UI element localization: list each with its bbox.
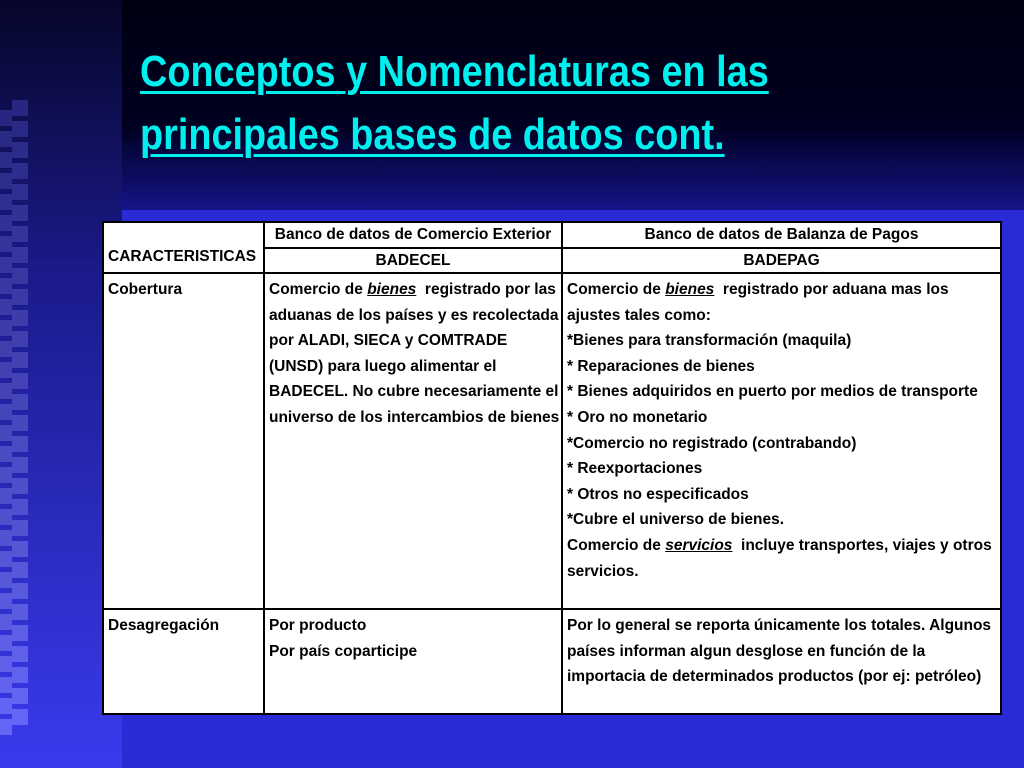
decorative-square <box>12 709 28 725</box>
decorative-square <box>12 100 28 116</box>
emphasis-servicios: servicios <box>665 536 733 554</box>
cell-line: importacia de determinados productos (por ej: petróleo) <box>567 668 982 686</box>
decorative-square <box>12 205 28 221</box>
decorative-square <box>12 415 28 431</box>
emphasis-bienes: bienes <box>367 281 417 298</box>
decorative-square <box>0 173 12 189</box>
cell-line: BADECEL. No cubre necesariamente el <box>269 383 559 401</box>
emphasis-bienes: bienes <box>665 281 715 298</box>
decorative-square <box>0 257 12 273</box>
decorative-square <box>0 656 12 672</box>
cell-line: *Bienes para transformación (maquila) <box>567 332 852 350</box>
decorative-square <box>12 478 28 494</box>
table-header-row <box>103 222 1001 248</box>
title-line-1: Conceptos y Nomenclaturas en las <box>140 47 769 96</box>
cell-line: Comercio de bienes registrado por aduana mas los <box>567 281 949 298</box>
decorative-square <box>12 499 28 515</box>
cell-line: Por país coparticipe <box>269 642 418 660</box>
decorative-square <box>0 719 12 735</box>
table-row <box>103 609 1001 714</box>
badecel-cell <box>264 273 562 609</box>
cell-line: servicios. <box>567 562 639 580</box>
decorative-square <box>0 677 12 693</box>
decorative-square <box>12 604 28 620</box>
col1-code-header: BADECEL <box>264 248 562 273</box>
decorative-square <box>12 331 28 347</box>
decorative-square <box>0 299 12 315</box>
decorative-square <box>12 457 28 473</box>
decorative-square <box>0 425 12 441</box>
decorative-square <box>0 362 12 378</box>
cell-line: universo de los intercambios de bienes <box>269 408 560 426</box>
decorative-square <box>0 131 12 147</box>
decorative-square <box>12 541 28 557</box>
decorative-square <box>0 404 12 420</box>
decorative-square <box>0 278 12 294</box>
cell-line: Por lo general se reporta únicamente los totales. Algunos <box>567 617 992 634</box>
decorative-square <box>0 215 12 231</box>
decorative-square <box>0 551 12 567</box>
decorative-square <box>12 163 28 179</box>
decorative-square <box>12 289 28 305</box>
cell-line: ajustes tales como: <box>567 306 711 324</box>
decorative-square <box>0 593 12 609</box>
decorative-square <box>0 572 12 588</box>
decorative-square <box>0 341 12 357</box>
decorative-square <box>0 530 12 546</box>
col1-name-header: Banco de datos de Comercio Exterior <box>264 222 562 248</box>
decorative-square <box>0 152 12 168</box>
cell-line: * Bienes adquiridos en puerto por medios de transporte <box>567 383 978 401</box>
decorative-square <box>0 698 12 714</box>
decorative-square <box>0 509 12 525</box>
cell-line: * Otros no especificados <box>567 485 749 503</box>
badepag-cell <box>562 273 1001 609</box>
decorative-square <box>12 583 28 599</box>
col2-name-header: Banco de datos de Balanza de Pagos <box>562 222 1001 248</box>
decorative-square <box>12 646 28 662</box>
decorative-square <box>0 110 12 126</box>
decorative-square <box>0 467 12 483</box>
row-label: Cobertura <box>103 273 264 609</box>
cell-line: Comercio de servicios incluye transportes, viajes y otros <box>567 536 992 554</box>
decorative-square <box>0 320 12 336</box>
cell-line: (UNSD) para luego alimentar el <box>269 357 497 375</box>
cell-line: *Cubre el universo de bienes. <box>567 511 785 529</box>
cell-line: * Reparaciones de bienes <box>567 357 755 375</box>
cell-line: * Oro no monetario <box>567 408 708 426</box>
col2-code-header: BADEPAG <box>562 248 1001 273</box>
decorative-square <box>12 184 28 200</box>
cell-line: por ALADI, SIECA y COMTRADE <box>269 332 508 350</box>
row-label: Desagregación <box>103 609 264 714</box>
decorative-square <box>0 383 12 399</box>
decorative-square <box>12 247 28 263</box>
cell-line: * Reexportaciones <box>567 460 703 478</box>
slide-title <box>140 40 880 166</box>
decorative-square <box>0 614 12 630</box>
badepag-cell <box>562 609 1001 714</box>
decorative-square <box>12 688 28 704</box>
decorative-square <box>12 394 28 410</box>
decorative-square <box>12 268 28 284</box>
cell-line: Por producto <box>269 617 367 634</box>
characteristics-header: CARACTERISTICAS <box>103 222 264 273</box>
cell-line: países informan algun desglose en función de la <box>567 642 926 660</box>
decorative-square <box>0 194 12 210</box>
decorative-square <box>12 373 28 389</box>
cell-line: Comercio de bienes registrado por las <box>269 281 556 298</box>
cell-line: aduanas de los países y es recolectada <box>269 306 559 324</box>
decorative-square <box>12 310 28 326</box>
decorative-square <box>12 226 28 242</box>
decorative-square <box>12 436 28 452</box>
badecel-cell <box>264 609 562 714</box>
decorative-square <box>12 520 28 536</box>
decorative-square <box>12 142 28 158</box>
comparison-table <box>102 221 1002 715</box>
decorative-square <box>12 562 28 578</box>
decorative-square <box>12 121 28 137</box>
decorative-square <box>0 635 12 651</box>
cell-line: *Comercio no registrado (contrabando) <box>567 434 857 452</box>
decorative-square <box>0 236 12 252</box>
decorative-square <box>12 667 28 683</box>
decorative-square <box>12 625 28 641</box>
decorative-square <box>0 446 12 462</box>
decorative-squares <box>4 0 28 768</box>
decorative-square <box>0 488 12 504</box>
decorative-square <box>12 352 28 368</box>
table-row <box>103 273 1001 609</box>
title-line-2: principales bases de datos cont. <box>140 110 725 159</box>
